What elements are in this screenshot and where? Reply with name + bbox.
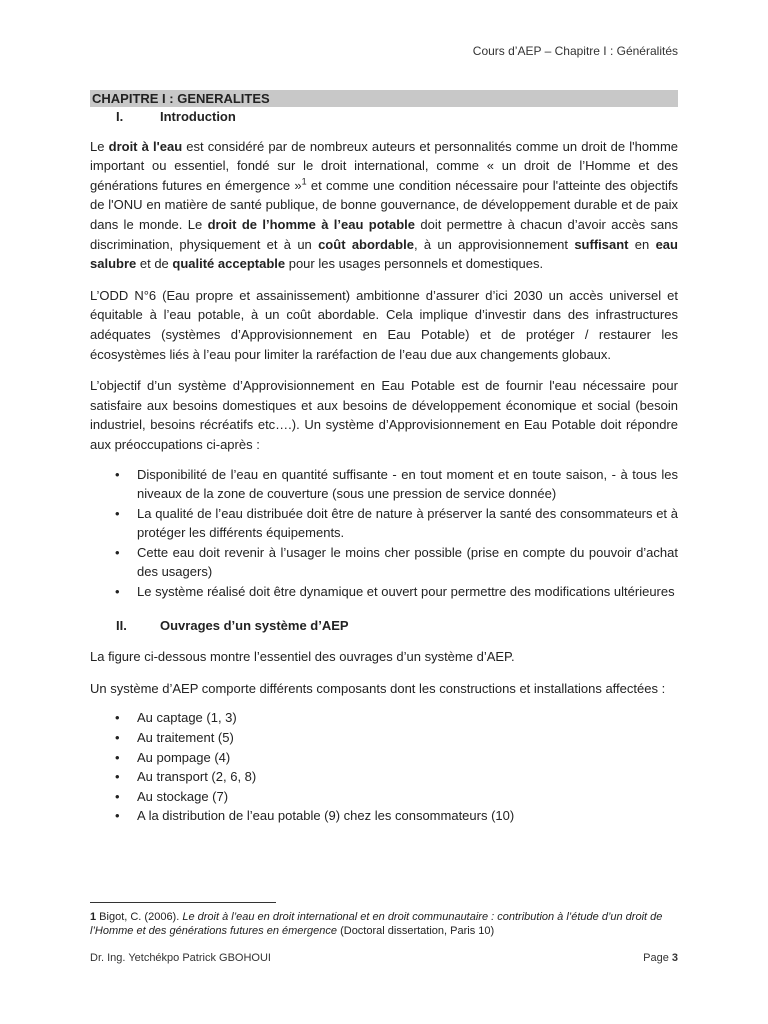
list-item: • Au traitement (5) bbox=[90, 728, 678, 748]
bold-term: droit à l'eau bbox=[108, 138, 183, 154]
bullet-icon: • bbox=[115, 788, 120, 804]
bullet-icon: • bbox=[115, 730, 120, 746]
footer-author: Dr. Ing. Yetchékpo Patrick GBOHOUI bbox=[90, 952, 271, 964]
ouvrages-paragraph-1: La figure ci-dessous montre l’essentiel des ouvrages d’un système d’AEP. bbox=[90, 649, 515, 665]
section-title: Ouvrages d’un système d’AEP bbox=[160, 617, 349, 633]
footnote-ref: 1 bbox=[301, 176, 307, 187]
list-item: • Disponibilité de l’eau en quantité suffisante - en tout moment et en toute saison, - à tous les niveaux de la zone de couverture (sous une pression de service donnée) bbox=[115, 466, 678, 502]
bold-term: eau salubre bbox=[90, 236, 678, 272]
bullet-icon: • bbox=[115, 544, 120, 560]
list-item: • Cette eau doit revenir à l’usager le moins cher possible (prise en compte du pouvoir d’achat des usagers) bbox=[115, 544, 678, 580]
bold-term: suffisant bbox=[574, 236, 629, 252]
footnote: 1 Bigot, C. (2006). Le droit à l’eau en droit international et en droit communautaire : contribution à l’étude d’un droit de l’Homme et des générations futures en émergence (Doctoral dissertation, Paris 10) bbox=[90, 911, 663, 937]
footer-page: Page 3 bbox=[643, 952, 678, 964]
section-heading-introduction bbox=[90, 107, 678, 127]
bullet-icon: • bbox=[115, 808, 120, 824]
page-content bbox=[90, 90, 678, 826]
list-item: • Au transport (2, 6, 8) bbox=[90, 767, 678, 787]
bullet-icon: • bbox=[115, 749, 120, 765]
section-number: I. bbox=[116, 109, 124, 124]
list-item: • A la distribution de l’eau potable (9) chez les consommateurs (10) bbox=[90, 806, 678, 826]
bold-term: qualité acceptable bbox=[172, 256, 286, 272]
intro-paragraph-3: L’objectif d’un système d’Approvisionnement en Eau Potable est de fournir l'eau nécessaire pour satisfaire aux besoins domestiques et aux besoins de développement économique et social (besoin industriel, besoins récréatifs etc….). Un système d’Approvisionnement en Eau Potable doit répondre aux préoccupations ci-après : bbox=[90, 378, 678, 452]
list-item: • Au captage (1, 3) bbox=[90, 708, 678, 728]
list-item: • Au stockage (7) bbox=[90, 787, 678, 807]
chapter-title: CHAPITRE I : GENERALITES bbox=[90, 90, 678, 107]
intro-paragraph-2: L’ODD N°6 (Eau propre et assainissement) ambitionne d’assurer d’ici 2030 un accès universel et équitable à l’eau potable, à un coût abordable. Cela implique d’investir dans des infrastructures adéquates (systèmes d’Approvisionnement en Eau Potable) et de protéger / restaurer les écosystèmes liés à l’eau pour limiter la raréfaction de l’eau due aux changements globaux. bbox=[90, 287, 678, 362]
bullet-icon: • bbox=[115, 710, 120, 726]
requirements-list bbox=[90, 465, 678, 602]
section-title: Introduction bbox=[160, 109, 236, 124]
bullet-icon: • bbox=[115, 769, 120, 785]
footnote-divider bbox=[90, 902, 276, 903]
bullet-icon: • bbox=[115, 584, 120, 600]
intro-paragraph-1: Le droit à l'eau est considéré par de nombreux auteurs et personnalités comme un droit de l'homme important ou essentiel, fondé sur le droit international, comme « un droit de l’Homme et des générations futures en émergence »$^1$ et comme une condition nécessaire pour l'atteinte des objectifs de l'ONU en matière de santé publique, de bonne gouvernance, de développement durable et de paix dans le monde. Le droit de l’homme à l’eau potable doit permettre à chacun d’avoir accès sans discrimination, physiquement et à un coût abordable, à un approvisionnement suffisant en eau salubre et de qualité acceptable pour les usages personnels et domestiques. bbox=[90, 138, 678, 272]
list-item: • La qualité de l’eau distribuée doit être de nature à préserver la santé des consommateurs et à protéger les différents équipements. bbox=[115, 505, 678, 541]
footnote-number: 1 bbox=[90, 911, 97, 923]
section-number: II. bbox=[116, 617, 127, 633]
bullet-icon: • bbox=[115, 505, 120, 521]
page-header: Cours d’AEP – Chapitre I : Généralités bbox=[472, 44, 678, 58]
bold-term: droit de l’homme à l’eau potable bbox=[207, 216, 415, 232]
bold-term: coût abordable bbox=[318, 236, 414, 252]
section-heading-ouvrages bbox=[90, 616, 678, 636]
page-number: 3 bbox=[671, 952, 678, 964]
components-list bbox=[90, 708, 678, 826]
ouvrages-paragraph-2: Un système d’AEP comporte différents composants dont les constructions et installations affectées : bbox=[90, 680, 666, 696]
list-item: • Le système réalisé doit être dynamique et ouvert pour permettre des modifications ultérieures bbox=[90, 582, 678, 602]
list-item: • Au pompage (4) bbox=[90, 748, 678, 768]
bullet-icon: • bbox=[115, 466, 120, 482]
footnote-title: Le droit à l’eau en droit international et en droit communautaire : contribution à l’étude d’un droit de l’Homme et des générations futures en émergence bbox=[90, 911, 663, 937]
